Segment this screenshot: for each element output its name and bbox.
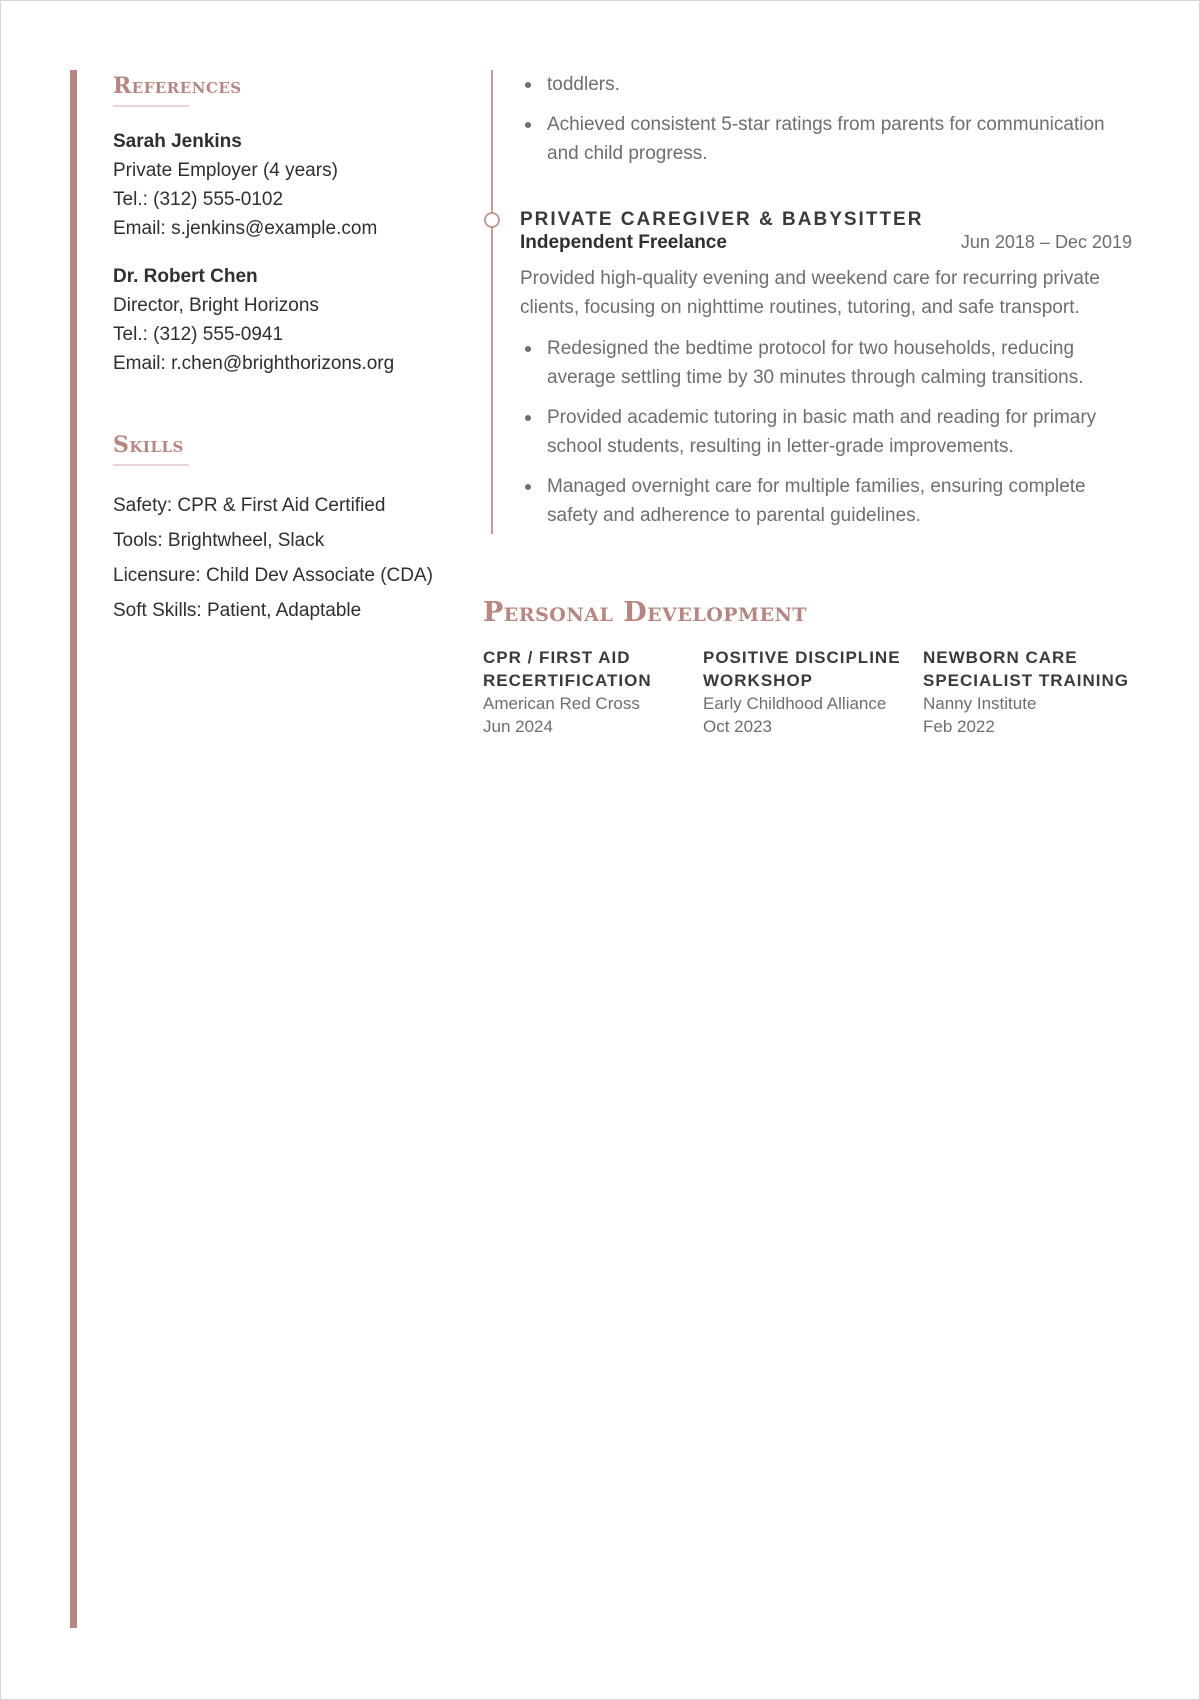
bullet-item: Provided academic tutoring in basic math and reading for primary school students, resulting in letter-grade improvements.: [520, 403, 1132, 461]
reference-entry: [113, 127, 443, 243]
pd-item: [483, 646, 703, 738]
skill-item: Tools: Brightwheel, Slack: [113, 530, 325, 551]
personal-development-title: Personal Development: [483, 597, 808, 628]
pd-name: CPR / FIRST AID RECERTIFICATION: [483, 648, 652, 690]
continued-bullets: [520, 70, 1140, 179]
reference-role: Private Employer (4 years): [113, 160, 338, 181]
reference-phone: Tel.: (312) 555-0941: [113, 324, 284, 345]
pd-item: [923, 646, 1143, 738]
bullet-item: toddlers.: [520, 70, 1140, 99]
skills-title: Skills: [113, 432, 184, 458]
pd-date: Jun 2024: [483, 717, 553, 736]
skill-item: Safety: CPR & First Aid Certified: [113, 495, 386, 516]
job-company: Independent Freelance: [520, 232, 727, 253]
reference-name: Dr. Robert Chen: [113, 266, 258, 287]
pd-org: American Red Cross: [483, 694, 640, 713]
pd-name: NEWBORN CARE SPECIALIST TRAINING: [923, 648, 1130, 690]
timeline-line: [491, 70, 493, 534]
reference-entry: [113, 262, 443, 378]
job-entry: [520, 206, 1132, 541]
skills-section: [113, 432, 443, 466]
skill-item: Soft Skills: Patient, Adaptable: [113, 600, 362, 621]
pd-org: Nanny Institute: [923, 694, 1037, 713]
bullet-item: Managed overnight care for multiple families, ensuring complete safety and adherence to parental guidelines.: [520, 472, 1132, 530]
reference-role: Director, Bright Horizons: [113, 295, 319, 316]
references-title: References: [113, 73, 242, 99]
left-column: [113, 73, 443, 628]
pd-date: Oct 2023: [703, 717, 772, 736]
pd-org: Early Childhood Alliance: [703, 694, 887, 713]
job-meta: [520, 232, 1132, 254]
job-title: PRIVATE CAREGIVER & BABYSITTER: [520, 209, 924, 230]
reference-phone: Tel.: (312) 555-0102: [113, 189, 284, 210]
reference-email: Email: r.chen@brighthorizons.org: [113, 353, 395, 374]
pd-item: [703, 646, 923, 738]
skills-list: [113, 488, 443, 628]
job-description: Provided high-quality evening and weekend care for recurring private clients, focusing on nighttime routines, tutoring, and safe transport.: [520, 268, 1100, 318]
section-underline: [113, 105, 189, 107]
bullet-item: Redesigned the bedtime protocol for two households, reducing average settling time by 30 minutes through calming transitions.: [520, 334, 1132, 392]
reference-email: Email: s.jenkins@example.com: [113, 218, 378, 239]
bullet-item: Achieved consistent 5-star ratings from parents for communication and child progress.: [520, 110, 1140, 168]
pd-date: Feb 2022: [923, 717, 995, 736]
accent-bar: [70, 70, 77, 1628]
personal-development-section: [483, 597, 1143, 738]
skill-item: Licensure: Child Dev Associate (CDA): [113, 565, 433, 586]
job-dates: Jun 2018 – Dec 2019: [960, 232, 1132, 252]
reference-name: Sarah Jenkins: [113, 131, 242, 152]
personal-development-grid: [483, 646, 1143, 738]
job-bullets: [520, 334, 1132, 530]
section-underline: [113, 464, 189, 466]
timeline-dot: [484, 212, 500, 228]
pd-name: POSITIVE DISCIPLINE WORKSHOP: [703, 648, 901, 690]
